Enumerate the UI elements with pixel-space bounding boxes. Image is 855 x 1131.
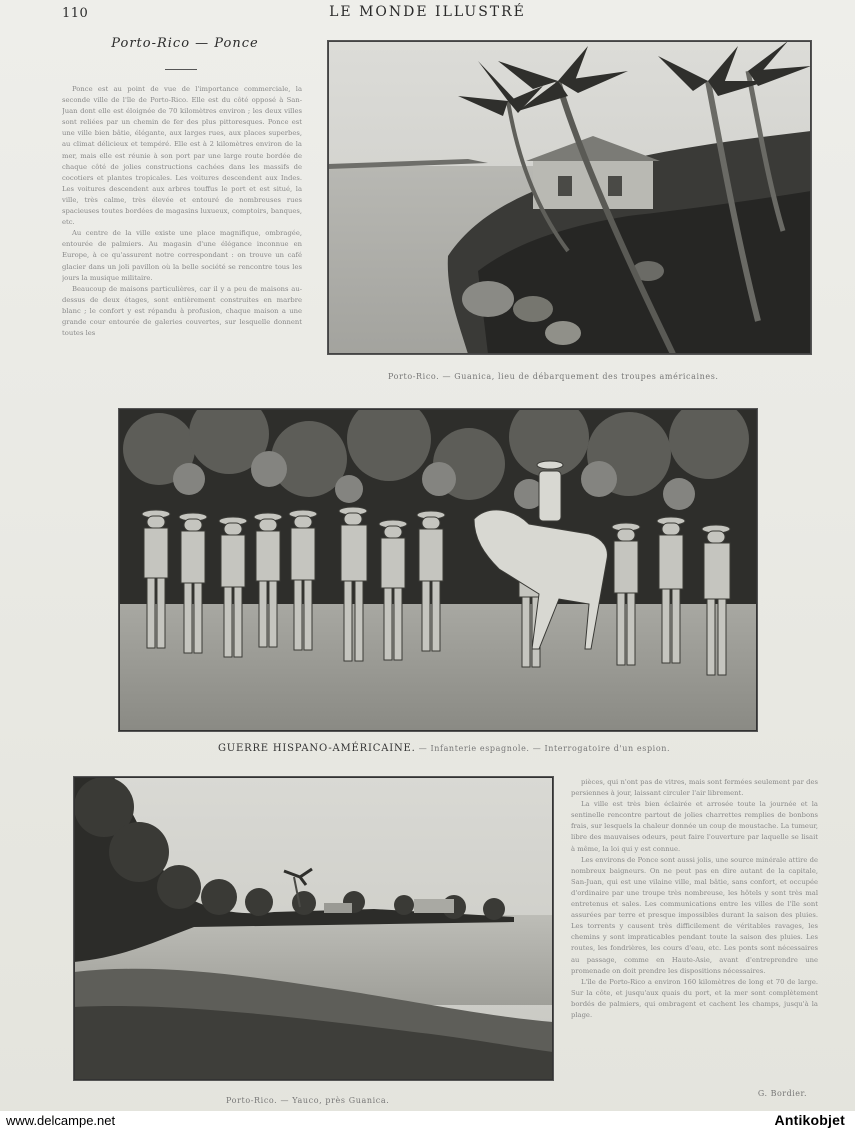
title-rule [165, 69, 197, 70]
article-paragraph: Beaucoup de maisons particulières, car il y a peu de maisons au-dessus de deux étages, sont entièrement construites en marbre blanc ; le confort y est répandu à profusion, chaque maison a une grande cour entourée de galeries couvertes, sur lesquelle donnent toutes les [62, 284, 302, 338]
caption-guanica: Porto-Rico. — Guanica, lieu de débarquement des troupes américaines. [388, 372, 719, 381]
caption-spanish-infantry: GUERRE HISPANO-AMÉRICAINE. — Infanterie espagnole. — Interrogatoire d'un espion. [218, 743, 671, 754]
watermark-delcampe: www.delcampe.net [6, 1113, 116, 1128]
article-paragraph: La ville est très bien éclairée et arrosée toute la journée et la sentinelle rencontre partout de jolies charrettes remplies de bonbons frais, sur lesquels la chaleur donnée un coup de moustache. La tumeur, libre des mauvaises odeurs, peut faire l'ouverture par laquelle se lisait à même, la loi qui y est connue. [571, 800, 818, 853]
article-paragraph: L'île de Porto-Rico a environ 160 kilomètres de long et 70 de large. Sur la côte, et jusqu'aux quais du port, et la mer sont complètement bordés de palmiers, qui ombragent et cachent les champs, jusqu'à la plage. [571, 977, 818, 1019]
author-signature: G. Bordier. [757, 1089, 807, 1098]
page-number: 110 [62, 6, 89, 21]
journal-title: LE MONDE ILLUSTRÉ [329, 4, 526, 20]
article-paragraph: Les environs de Ponce sont aussi jolis, une source minérale attire de nombreux baigneurs. On ne peut pas en dire autant de la capitale, San-Juan, qui est une vilaine ville, mal bâtie, sans confort, et occupée d'ordinaire par une troupe très nombreuse, les hôtels y sont très mal entretenus et sales. Les communications entre les villes de l'île sont assurées par terre et presque impossibles durant la saison des pluies. Les torrents y causent très difficilement de véritables ravages, les chemins y sont impraticables pendant toute la saison des pluies. Les routes, les fondrières, les cours d'eau, etc. Les ponts sont nécessaires au passage, comme en Haute-Asie, avant d'entreprendre une promenade on doit prendre les dispositions nécessaires. [571, 855, 818, 975]
photo-yauco-image [74, 777, 553, 1080]
article-paragraph: pièces, qui n'ont pas de vitres, mais sont fermées seulement par des persiennes à jour, laissant circuler l'air librement. [571, 778, 818, 798]
watermark-antikobjet: Antikobjet [774, 1112, 845, 1128]
watermark-bar [0, 1111, 855, 1131]
photo-guanica-image [328, 41, 811, 354]
article-paragraph: Ponce est au point de vue de l'importance commerciale, la seconde ville de l'île de Porto-Rico. Elle est du côté opposé à San-Juan dont elle est éloignée de 70 kilomètres environ ; les deux villes sont reliées par un chemin de fer des plus pittoresques. Ponce est une ville bien bâtie, élégante, aux larges rues, aux places superbes, au climat délicieux et tempéré. Elle est à 2 kilomètres environ de la mer, mais elle est réunie à son port par une large route bordée de chaque côté de jolies constructions cachées dans les massifs de cocotiers et plantes tropicales. Les voitures descendent aux Indes. Les voitures descendent aux arbres touffus le port et est situé, la ville, très calme, très élevée et entouré de nombreuses rues spacieuses toutes bordées de magasins luxueux, comptoirs, banques, etc. [62, 85, 302, 227]
photo-spanish-infantry-image [119, 409, 757, 731]
article-column-1 [62, 84, 302, 372]
caption-yauco: Porto-Rico. — Yauco, près Guanica. [226, 1096, 390, 1105]
article-title: Porto-Rico — Ponce [111, 36, 259, 51]
photo-spanish-infantry [118, 408, 758, 732]
photo-yauco [73, 776, 554, 1081]
article-paragraph: Au centre de la ville existe une place magnifique, ombragée, entourée de palmiers. Au magasin d'une élégance inconnue en Europe, à ce qu'assurent notre correspondant : on trouve un café glacier dans un joli pavillon où la belle société se rencontre tous les jours la musique militaire. [62, 229, 302, 282]
article-column-2 [571, 777, 818, 1081]
photo-guanica [327, 40, 812, 355]
